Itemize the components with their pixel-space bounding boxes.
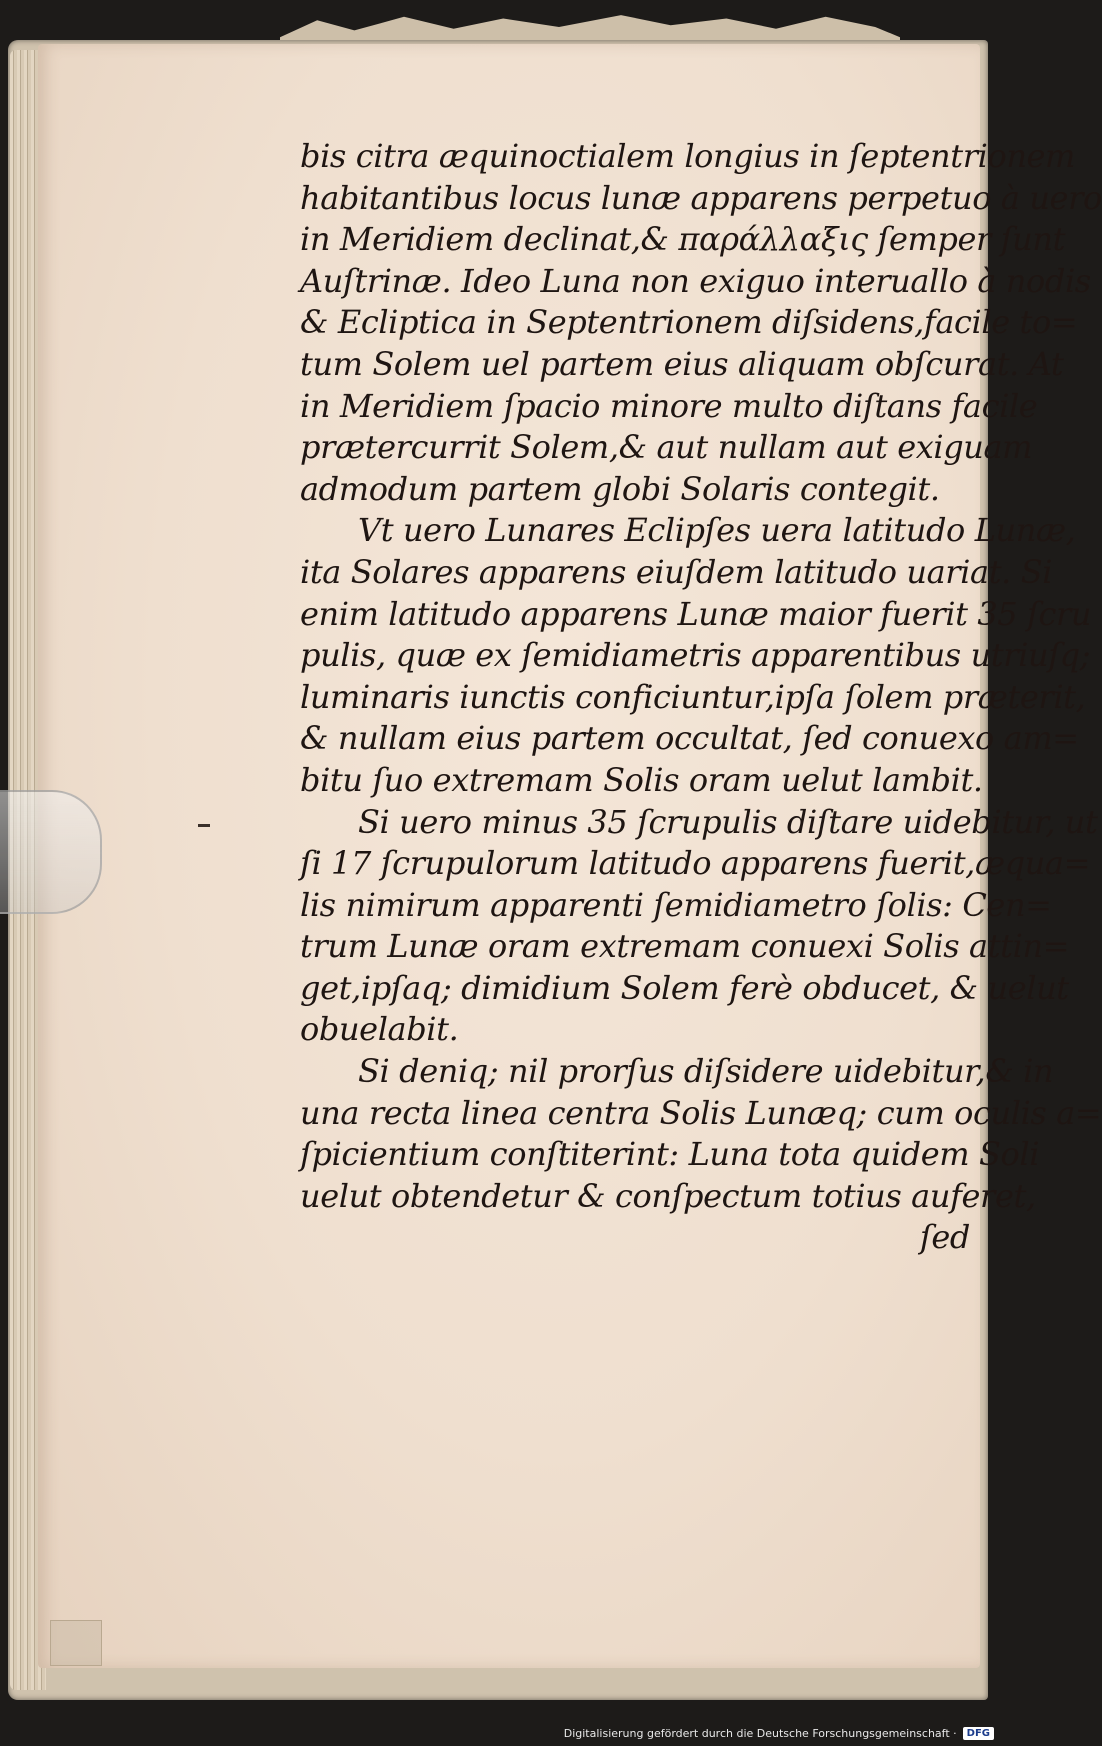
text-line: bis citra æquinoctialem longius in ſeptentrionem	[300, 137, 1076, 175]
text-line: in Meridiem declinat,& παράλλαξις ſemper ſunt	[300, 220, 1066, 259]
text-line: bitu ſuo extremam Solis oram uelut lambit.	[300, 760, 983, 799]
text-line: tum Solem uel partem eius aliquam obſcurat. At	[300, 344, 1064, 383]
text-line: prætercurrit Solem,& aut nullam aut exiguam	[300, 428, 1033, 467]
text-line: Vt uero Lunares Eclipſes uera latitudo Lunæ,	[358, 511, 1076, 550]
bookmark-clip	[0, 790, 102, 914]
text-line: ſi 17 ſcrupulorum latitudo apparens fuerit,æqua=	[300, 844, 1091, 883]
text-line: & Ecliptica in Septentrionem diſsidens,facile to=	[300, 303, 1078, 342]
text-line: ita Solares apparens eiuſdem latitudo uariat. Si	[300, 552, 1053, 591]
text-line: obuelabit.	[300, 1010, 459, 1049]
text-line: Si deniq; nil prorſus diſsidere uidebitur,& in	[358, 1052, 1054, 1091]
text-line: get,ipſaq; dimidium Solem ferè obducet, & uelut	[300, 968, 1069, 1007]
ink-mark	[198, 824, 210, 827]
page-text	[300, 136, 1102, 1259]
text-line: uelut obtendetur & conſpectum totius auferet,	[300, 1176, 1036, 1215]
catchword: ſed	[919, 1218, 970, 1257]
dfg-logo: DFG	[963, 1727, 994, 1740]
page-corner-tab	[50, 1620, 102, 1666]
funding-credit: Digitalisierung gefördert durch die Deutsche Forschungsgemeinschaft ·	[563, 1726, 957, 1740]
text-line: trum Lunæ oram extremam conuexi Solis attin=	[300, 927, 1070, 966]
text-line: & nullam eius partem occultat, ſed conuexo am=	[300, 719, 1079, 758]
text-line: ſpicientium conſtiterint: Luna tota quidem Soli	[300, 1135, 1040, 1174]
text-line: lis nimirum apparenti ſemidiametro ſolis: Cen=	[300, 885, 1052, 924]
text-line: Auſtrinæ. Ideo Luna non exiguo interuallo à nodis	[300, 261, 1091, 300]
text-line: luminaris iunctis conficiuntur,ipſa ſolem præterit,	[300, 677, 1086, 716]
page-top-edge	[280, 10, 900, 44]
text-line: habitantibus locus lunæ apparens perpetuo à uero	[300, 178, 1102, 217]
text-line: in Meridiem ſpacio minore multo diſtans facile	[300, 386, 1038, 425]
text-line: Si uero minus 35 ſcrupulis diſtare uidebitur, ut	[358, 802, 1098, 841]
text-line: enim latitudo apparens Lunæ maior fuerit 35 ſcru	[300, 594, 1092, 633]
text-line: una recta linea centra Solis Lunæq; cum oculis a=	[300, 1093, 1102, 1132]
text-line: pulis, quæ ex ſemidiametris apparentibus utriuſq;	[300, 636, 1091, 675]
text-line: admodum partem globi Solaris contegit.	[300, 469, 940, 508]
digitization-footer	[564, 1723, 994, 1743]
